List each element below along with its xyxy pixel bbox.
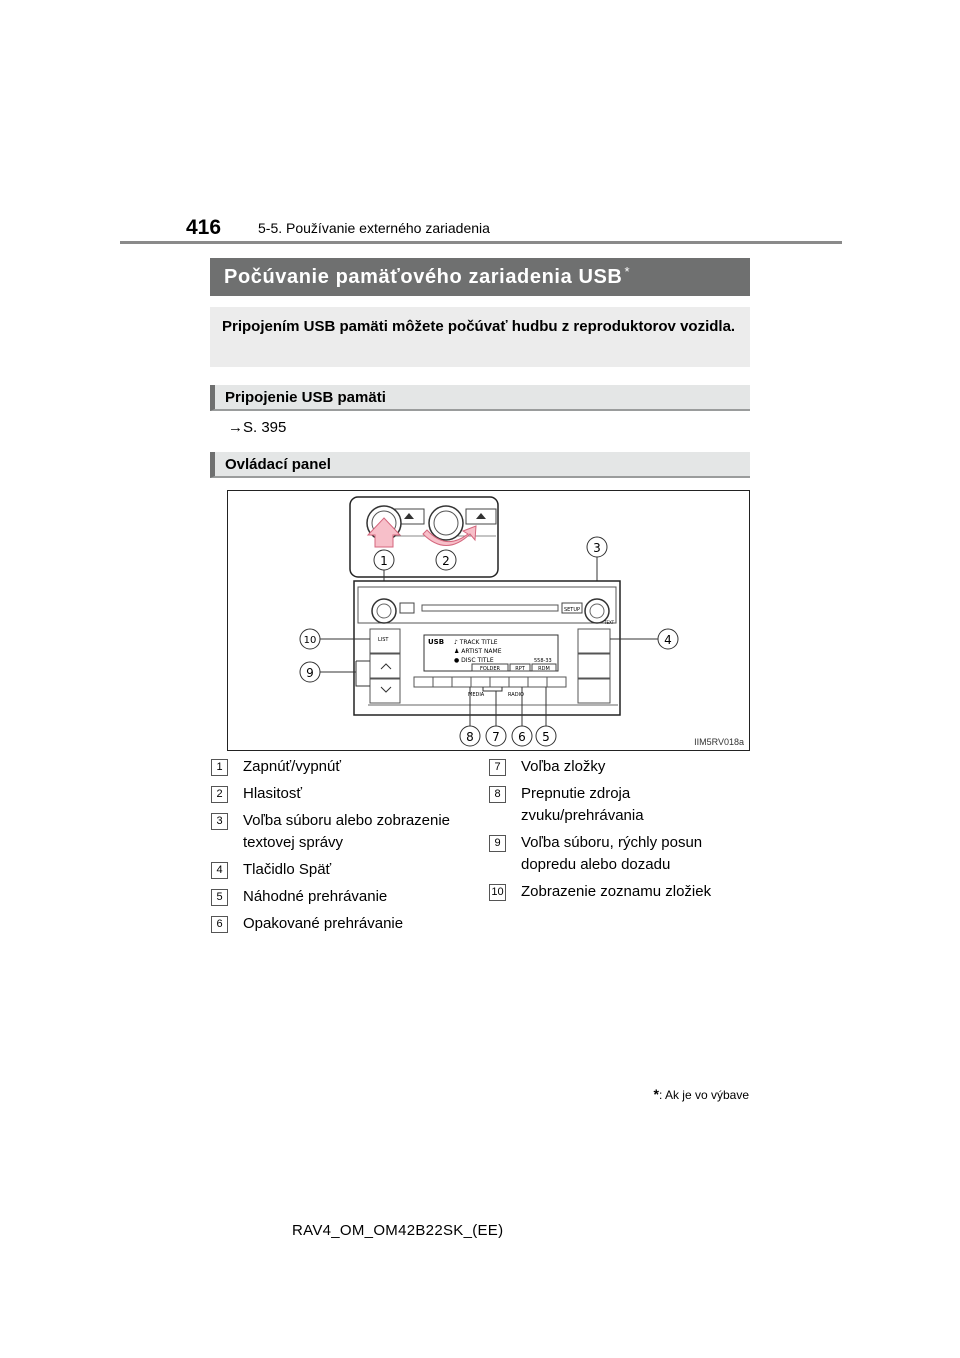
legend-left: [211, 756, 473, 940]
svg-text:USB: USB: [428, 638, 445, 646]
legend-item: 7 Voľba zložky: [489, 756, 751, 778]
callout-10: [300, 629, 320, 649]
svg-text:LIST: LIST: [378, 637, 389, 643]
svg-text:● DISC TITLE: ● DISC TITLE: [454, 657, 494, 664]
page-reference: →S. 395: [228, 419, 287, 436]
svg-text:9: 9: [306, 666, 314, 680]
legend-right: [489, 756, 751, 908]
svg-text:RADIO: RADIO: [508, 692, 524, 698]
optional-mark: *: [624, 264, 631, 279]
svg-text:4: 4: [664, 633, 672, 647]
callout-6: [512, 726, 532, 746]
svg-text:MEDIA: MEDIA: [468, 692, 485, 698]
callout-2: [436, 550, 456, 570]
svg-text:2: 2: [442, 554, 450, 568]
legend-item: 6 Opakované prehrávanie: [211, 913, 473, 935]
heading-connect: Pripojenie USB pamäti: [210, 385, 750, 411]
control-panel-figure: [227, 490, 750, 751]
callout-5: [536, 726, 556, 746]
callout-4: [658, 629, 678, 649]
svg-text:8: 8: [466, 730, 474, 744]
header-rule: [120, 241, 842, 244]
legend-item: 2 Hlasitosť: [211, 783, 473, 805]
callout-9: [300, 662, 320, 682]
legend-item: 10 Zobrazenie zoznamu zložiek: [489, 881, 751, 903]
svg-text:5: 5: [542, 730, 550, 744]
svg-text:10: 10: [303, 635, 317, 646]
control-panel-drawing: [228, 491, 751, 752]
legend-item: 3 Voľba súboru alebo zobrazenie textovej správy: [211, 810, 473, 854]
svg-text:SETUP: SETUP: [563, 607, 581, 613]
legend-item: 1 Zapnúť/vypnúť: [211, 756, 473, 778]
running-head: 5-5. Používanie externého zariadenia: [258, 220, 490, 236]
legend-item: 8 Prepnutie zdroja zvuku/prehrávania: [489, 783, 751, 827]
knob-inset: [350, 497, 498, 577]
legend-item: 5 Náhodné prehrávanie: [211, 886, 473, 908]
figure-code: IIM5RV018a: [694, 737, 744, 747]
callout-3: [587, 537, 607, 557]
document-id: RAV4_OM_OM42B22SK_(EE): [292, 1222, 504, 1239]
footnote: [654, 1086, 750, 1102]
footnote-mark: *: [653, 1086, 659, 1102]
svg-text:1: 1: [380, 554, 388, 568]
callout-7: [486, 726, 506, 746]
svg-text:7: 7: [492, 730, 500, 744]
svg-text:6: 6: [518, 730, 526, 744]
svg-text:TEXT: TEXT: [604, 620, 615, 625]
svg-text:558-33: 558-33: [534, 658, 552, 664]
svg-text:3: 3: [593, 541, 601, 555]
footnote-text: : Ak je vo výbave: [658, 1088, 749, 1102]
callout-1: [374, 550, 394, 570]
audio-head-unit: [354, 581, 620, 715]
legend-item: 4 Tlačidlo Späť: [211, 859, 473, 881]
svg-text:♟ ARTIST NAME: ♟ ARTIST NAME: [454, 648, 502, 655]
section-title: [210, 258, 750, 296]
legend-item: 9 Voľba súboru, rýchly posun dopredu alebo dozadu: [489, 832, 751, 876]
svg-text:RDM: RDM: [538, 666, 550, 672]
svg-text:♪ TRACK TITLE: ♪ TRACK TITLE: [454, 639, 498, 646]
svg-text:RPT: RPT: [515, 666, 525, 672]
page-number: 416: [186, 216, 222, 239]
section-title-text: Počúvanie pamäťového zariadenia USB: [224, 266, 623, 288]
intro-box: Pripojením USB pamäti môžete počúvať hudbu z reproduktorov vozidla.: [210, 307, 750, 367]
callout-8: [460, 726, 480, 746]
svg-text:FOLDER: FOLDER: [479, 666, 501, 672]
heading-control-panel: Ovládací panel: [210, 452, 750, 478]
